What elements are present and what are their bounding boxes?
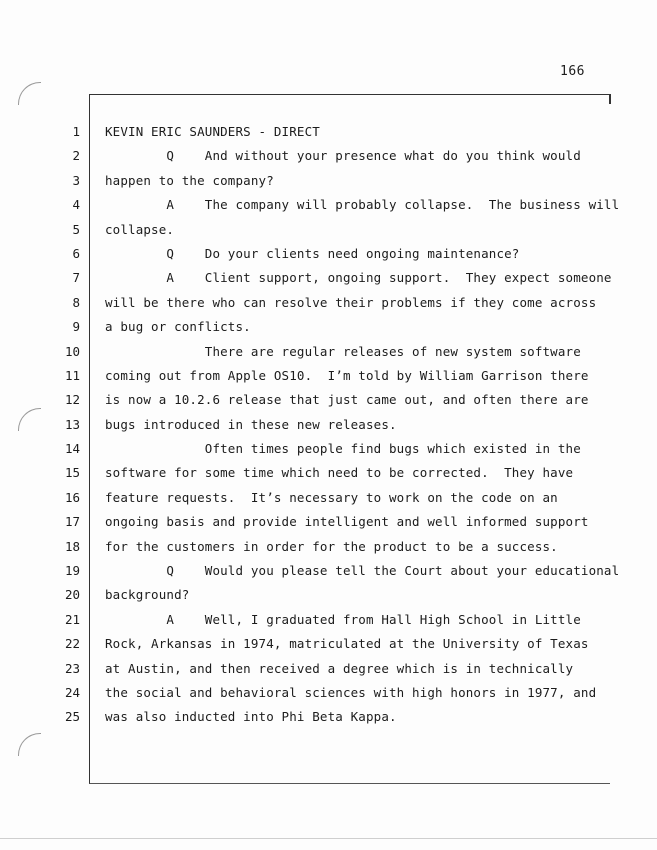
transcript-line: a bug or conflicts. xyxy=(105,319,251,335)
transcript-line: A The company will probably collapse. The business will xyxy=(105,197,620,213)
line-number: 9 xyxy=(72,319,80,335)
line-number: 10 xyxy=(64,343,80,359)
line-number: 7 xyxy=(72,270,80,286)
transcript-line: There are regular releases of new system software xyxy=(105,343,581,359)
line-number: 19 xyxy=(64,563,80,579)
scan-edge-rule xyxy=(0,838,657,839)
transcript-line: the social and behavioral sciences with high honors in 1977, and xyxy=(105,684,597,700)
line-number: 1 xyxy=(72,124,80,139)
transcript-line: collapse. xyxy=(105,221,175,237)
transcript-line: feature requests. It’s necessary to work on the code on an xyxy=(105,489,558,505)
transcript-line: A Well, I graduated from Hall High School in Little xyxy=(105,611,581,627)
line-number: 3 xyxy=(72,172,80,188)
transcript-line: bugs introduced in these new releases. xyxy=(105,416,397,432)
line-number: 20 xyxy=(64,587,80,603)
line-number: 17 xyxy=(64,514,80,530)
border-corner-tick xyxy=(609,94,611,104)
line-number: 2 xyxy=(72,148,80,164)
transcript-line: for the customers in order for the product to be a success. xyxy=(105,538,558,554)
line-number: 12 xyxy=(64,392,80,408)
transcript-text xyxy=(105,120,620,730)
transcript-line: happen to the company? xyxy=(105,172,274,188)
transcript-line: A Client support, ongoing support. They expect someone xyxy=(105,270,612,286)
line-number: 13 xyxy=(64,416,80,432)
punch-hole-mark-middle xyxy=(18,408,41,431)
transcript-line: background? xyxy=(105,587,190,603)
line-number: 18 xyxy=(64,538,80,554)
transcript-line: Rock, Arkansas in 1974, matriculated at the University of Texas xyxy=(105,636,589,652)
transcript-line: Q Do your clients need ongoing maintenance? xyxy=(105,245,520,261)
transcript-line: Q And without your presence what do you think would xyxy=(105,148,581,164)
transcript-line: Often times people find bugs which existed in the xyxy=(105,441,581,457)
transcript-line: will be there who can resolve their problems if they come across xyxy=(105,294,597,310)
punch-hole-mark-bottom xyxy=(18,733,41,756)
line-number-column xyxy=(56,120,80,730)
line-number: 23 xyxy=(64,660,80,676)
line-number: 8 xyxy=(72,294,80,310)
line-number: 5 xyxy=(72,221,80,237)
line-number: 14 xyxy=(64,441,80,457)
line-number: 15 xyxy=(64,465,80,481)
line-number: 4 xyxy=(72,197,80,213)
line-number: 24 xyxy=(64,684,80,700)
line-number: 22 xyxy=(64,636,80,652)
transcript-line: at Austin, and then received a degree which is in technically xyxy=(105,660,574,676)
line-number: 25 xyxy=(64,709,80,725)
transcript-line: ongoing basis and provide intelligent and well informed support xyxy=(105,514,589,530)
transcript-line: KEVIN ERIC SAUNDERS - DIRECT xyxy=(105,124,320,139)
punch-hole-mark-top xyxy=(18,82,41,105)
transcript-line: was also inducted into Phi Beta Kappa. xyxy=(105,709,397,725)
line-number: 21 xyxy=(64,611,80,627)
line-number: 11 xyxy=(64,367,80,383)
page-number: 166 xyxy=(560,64,585,79)
transcript-line: coming out from Apple OS10. I’m told by William Garrison there xyxy=(105,367,589,383)
transcript-line: is now a 10.2.6 release that just came out, and often there are xyxy=(105,392,589,408)
line-number: 6 xyxy=(72,245,80,261)
transcript-line: Q Would you please tell the Court about your educational xyxy=(105,563,620,579)
line-number: 16 xyxy=(64,489,80,505)
transcript-line: software for some time which need to be corrected. They have xyxy=(105,465,574,481)
